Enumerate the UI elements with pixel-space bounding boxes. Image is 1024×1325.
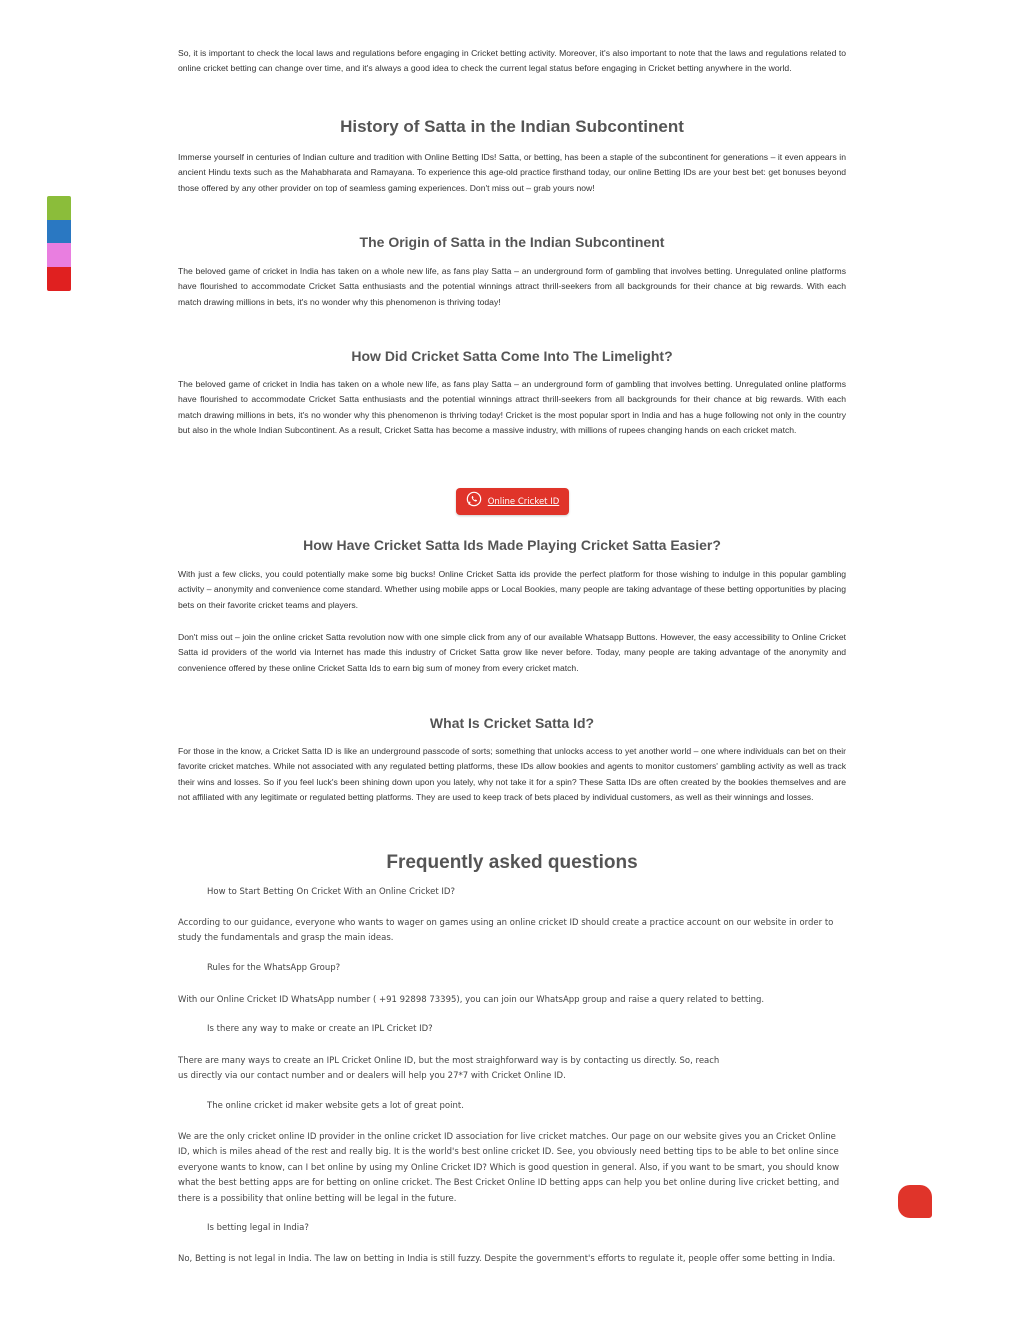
faq-item[interactable] — [178, 887, 846, 897]
online-cricket-id-button-label: Online Cricket ID — [487, 496, 560, 507]
what-is-paragraph: For those in the know, a Cricket Satta ID is like an underground passcode of sorts; something that unlocks access to yet another world – one where individuals can bet on their favorite cricket matches. While not associated with any regulated betting platforms, these IDs allow bookies and agents to monitor customers' gambling activity as well as track their wins and losses. So if you feel luck's been shining down upon you lately, why not take it for a spin? These Satta IDs are often created by the bookies themselves and are not affiliated with any legitimate or regulated betting platforms. They are used to keep track of bets placed by individual customers, as well as their winnings and losses. — [178, 746, 846, 803]
history-heading: History of Satta in the Indian Subcontinent — [340, 117, 684, 136]
faq-answer: We are the only cricket online ID provider in the online cricket ID association for live cricket matches. Our page on our website gives you an Cricket Online ID, which is miles ahead of the rest and really big. It is the world's best online cricket ID. See, you obviously need betting tips to be able to bet online since everyone wants to know, can I bet online by using my Online Cricket ID? Which is good question in general. Also, if you want to be smart, you should know what the best betting apps are for betting on online cricket. The Best Cricket Online ID betting apps can help you bet online during live cricket betting, and there is a possibility that online betting will be legal in the future. — [178, 1132, 840, 1204]
faq-item[interactable] — [178, 1101, 846, 1111]
limelight-paragraph: The beloved game of cricket in India has taken on a whole new life, as fans play Satta – an underground form of gambling that involves betting. Unregulated online platforms have flourished to accommodate Cricket Satta enthusiasts and the potential winnings attract thrill-seekers from all backgrounds for their chance at big rewards. With each match drawing millions in bets, it's no wonder why this phenomenon is thriving today! Cricket is the most popular sport in India and has a huge following not only in the country but also in the whole Indian Subcontinent. As a result, Cricket Satta has become a massive industry, with millions of rupees changing hands on each cricket match. — [178, 379, 846, 436]
origin-heading: The Origin of Satta in the Indian Subcontinent — [359, 234, 665, 250]
share-button-red[interactable] — [47, 267, 71, 291]
faq-item[interactable] — [178, 1024, 846, 1034]
faq-question[interactable]: Is there any way to make or create an IPL Cricket ID? — [207, 1024, 433, 1034]
share-button-pink[interactable] — [47, 243, 71, 267]
faq-answer-line-1: There are many ways to create an IPL Cricket Online ID, but the most straighforward way is by contacting us directly. So, reach — [178, 1056, 720, 1066]
easier-paragraph-1: With just a few clicks, you could potentially make some big bucks! Online Cricket Satta ids provide the perfect platform for those wishing to indulge in this popular gambling activity – anonymity and convenience come standard. Whether using mobile apps or Local Bookies, many people are taking advantage of these betting opportunities by placing bets on their favorite cricket teams and players. — [178, 569, 846, 610]
faq-question[interactable]: The online cricket id maker website gets a lot of great point. — [207, 1101, 464, 1111]
faq-item[interactable] — [178, 1223, 846, 1233]
share-button-green[interactable] — [47, 196, 71, 220]
faq-question[interactable]: How to Start Betting On Cricket With an Online Cricket ID? — [207, 887, 455, 897]
faq-answer: According to our guidance, everyone who wants to wager on games using an online cricket ID should create a practice account on our website in order to study the fundamentals and grasp the main ideas. — [178, 918, 834, 944]
faq-answer-line-2: us directly via our contact number and or dealers will help you 27*7 with Cricket Online ID. — [178, 1071, 566, 1081]
faq-item[interactable] — [178, 963, 846, 973]
faq-question[interactable]: Is betting legal in India? — [207, 1223, 309, 1233]
share-button-blue[interactable] — [47, 220, 71, 243]
floating-chat-button[interactable] — [898, 1185, 932, 1218]
faq-question[interactable]: Rules for the WhatsApp Group? — [207, 963, 341, 973]
faq-answer: No, Betting is not legal in India. The law on betting in India is still fuzzy. Despite the government's efforts to regulate it, people offer some betting in India. — [178, 1254, 836, 1264]
faq-title: Frequently asked questions — [386, 852, 638, 873]
easier-heading: How Have Cricket Satta Ids Made Playing Cricket Satta Easier? — [303, 537, 721, 553]
online-cricket-id-button[interactable] — [456, 488, 569, 515]
intro-paragraph: So, it is important to check the local laws and regulations before engaging in Cricket betting activity. Moreover, it's also important to note that the laws and regulations related to online cricket betting can change over time, and it's always a good idea to check the current legal status before engaging in Cricket betting anywhere in the world. — [178, 48, 846, 74]
history-paragraph: Immerse yourself in centuries of Indian culture and tradition with Online Betting IDs! Satta, or betting, has been a staple of the subcontinent for generations – it even appears in ancient Hindu texts such as the Mahabharata and Ramayana. To experience this age-old practice firsthand today, our online Betting IDs are your best bet: get bonuses beyond those offered by any other provider on top of seamless gaming experiences. Don't miss out – grab yours now! — [178, 152, 846, 193]
whatsapp-icon — [466, 491, 482, 512]
easier-paragraph-2: Don't miss out – join the online cricket Satta revolution now with one simple click from any of our available Whatsapp Buttons. However, the easy accessibility to Online Cricket Satta id providers of the world via Internet has made this industry of Cricket Satta grow like never before. Today, many people are taking advantage of the anonymity and convenience offered by these online Cricket Satta Ids to earn big sum of money from every cricket match. — [178, 632, 846, 673]
faq-answer: With our Online Cricket ID WhatsApp number ( +91 92898 73395), you can join our WhatsApp group and raise a query related to betting. — [178, 995, 765, 1005]
what-is-heading: What Is Cricket Satta Id? — [429, 715, 595, 731]
limelight-heading: How Did Cricket Satta Come Into The Limelight? — [351, 348, 673, 364]
origin-paragraph: The beloved game of cricket in India has taken on a whole new life, as fans play Satta – an underground form of gambling that involves betting. Unregulated online platforms have flourished to accommodate Cricket Satta enthusiasts and the potential winnings attract thrill-seekers from all backgrounds for their chance at big rewards. With each match drawing millions in bets, it's no wonder why this phenomenon is thriving today! — [178, 266, 846, 307]
